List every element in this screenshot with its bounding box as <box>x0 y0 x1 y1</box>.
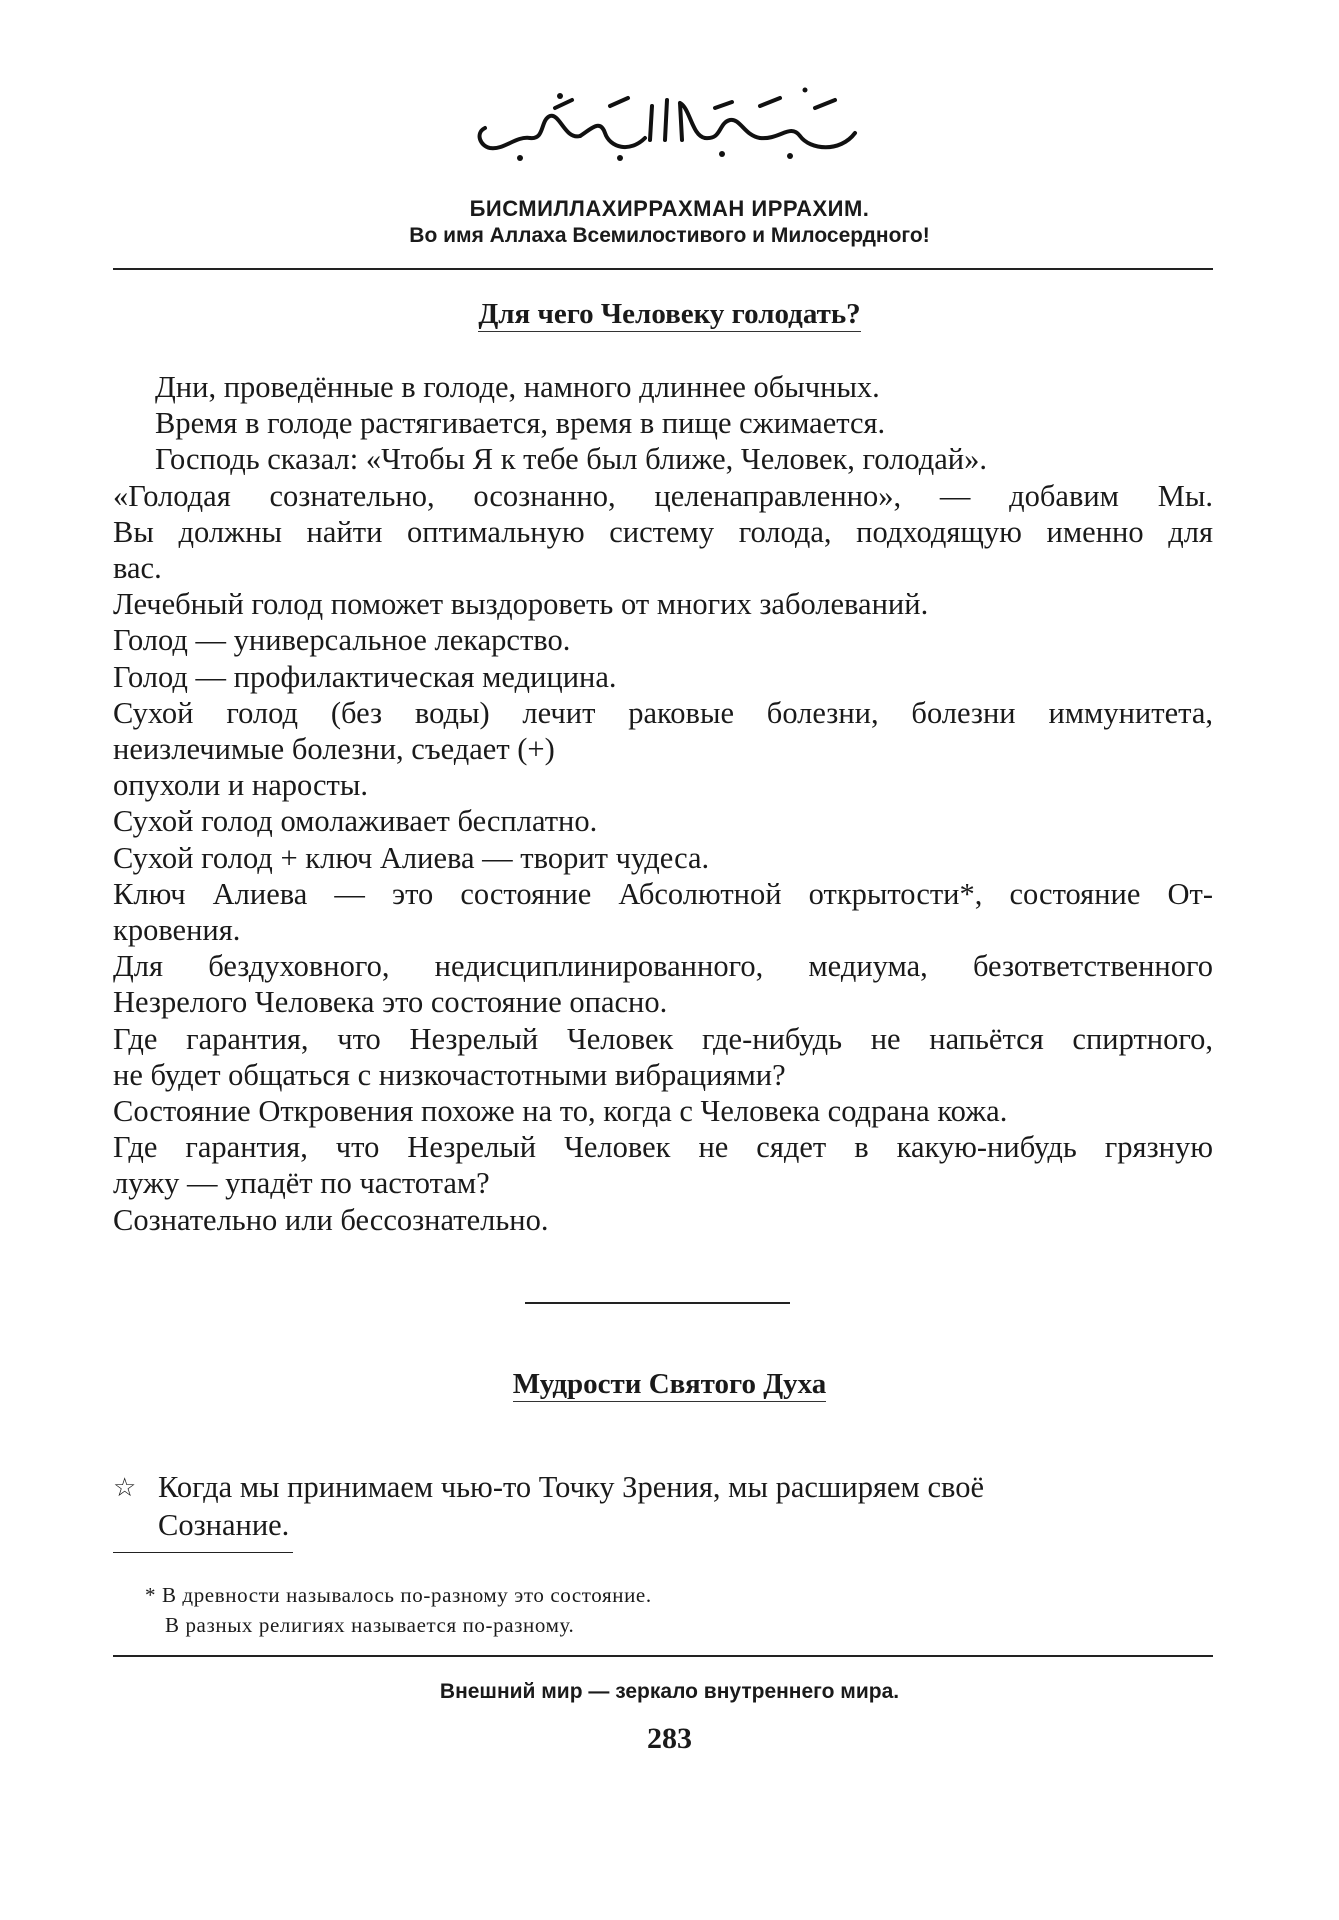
body-line: лужу — упадёт по частотам? <box>113 1166 490 1201</box>
body-line: Дни, проведённые в голоде, намного длиннее обычных. <box>155 370 880 404</box>
body-line: Ключ Алиева — это состояние Абсолютной открытости*, состояние От- <box>113 876 1213 911</box>
footnote-divider <box>113 1552 293 1553</box>
wisdom-line-1: Когда мы принимаем чью-то Точку Зрения, мы расширяем своё <box>158 1470 984 1504</box>
body-line: кровения. <box>113 913 241 948</box>
body-line: Сухой голод + ключ Алиева — творит чудеса. <box>113 840 710 875</box>
body-line: Время в голоде растягивается, время в пище сжимается. <box>155 406 886 441</box>
body-line: Сознательно или бессознательно. <box>113 1202 549 1237</box>
section-divider <box>525 1302 790 1304</box>
star-icon: ☆ <box>113 1473 137 1502</box>
body-line: Сухой голод (без воды) лечит раковые болезни, болезни иммунитета, <box>113 695 1213 730</box>
footnote-line-2: В разных религиях называется по-разному. <box>165 1613 575 1637</box>
body-line: Незрелого Человека это состояние опасно. <box>113 985 668 1020</box>
section-title-wisdom: Мудрости Святого Духа <box>512 1368 827 1400</box>
footer-divider <box>113 1655 1213 1657</box>
header-divider <box>113 268 1213 270</box>
bismillah-calligraphy <box>460 78 880 168</box>
footer-motto: Внешний мир — зеркало внутреннего мира. <box>439 1680 900 1703</box>
body-line: Господь сказал: «Чтобы Я к тебе был ближе, Человек, голодай». <box>155 442 988 477</box>
body-line: Голод — универсальное лекарство. <box>113 623 571 658</box>
body-line: неизлечимые болезни, съедает (+) <box>113 732 555 767</box>
body-line: «Голодая сознательно, осознанно, целенаправленно», — добавим Мы. <box>113 478 1213 513</box>
body-line: не будет общаться с низкочастотными вибрациями? <box>113 1057 786 1092</box>
body-line: Голод — профилактическая медицина. <box>113 659 617 694</box>
header-transliteration: БИСМИЛЛАХИРРАХМАН ИРРАХИМ. <box>469 196 870 221</box>
body-line: Вы должны найти оптимальную систему голода, подходящую именно для <box>113 514 1213 549</box>
body-line: Где гарантия, что Незрелый Человек не сядет в какую-нибудь грязную <box>113 1130 1213 1165</box>
section-title-fasting: Для чего Человеку голодать? <box>478 298 861 330</box>
footnote-line-1: * В древности называлось по-разному это состояние. <box>145 1583 652 1607</box>
footnote <box>145 1580 652 1640</box>
body-line: Сухой голод омолаживает бесплатно. <box>113 804 598 839</box>
body-line: Где гарантия, что Незрелый Человек где-нибудь не напьётся спиртного, <box>113 1021 1213 1056</box>
body-line: вас. <box>113 551 162 586</box>
body-line: Состояние Откровения похоже на то, когда с Человека содрана кожа. <box>113 1094 1008 1129</box>
wisdom-line-2: Сознание. <box>158 1508 290 1542</box>
section-body-fasting <box>113 369 1213 1238</box>
header-translation: Во имя Аллаха Всемилостивого и Милосердного! <box>409 224 930 247</box>
page-number: 283 <box>647 1722 692 1755</box>
body-line: Лечебный голод поможет выздороветь от многих заболеваний. <box>113 587 929 622</box>
body-line: Для бездуховного, недисциплинированного, медиума, безответственного <box>113 949 1213 984</box>
body-line: опухоли и наросты. <box>113 768 368 803</box>
